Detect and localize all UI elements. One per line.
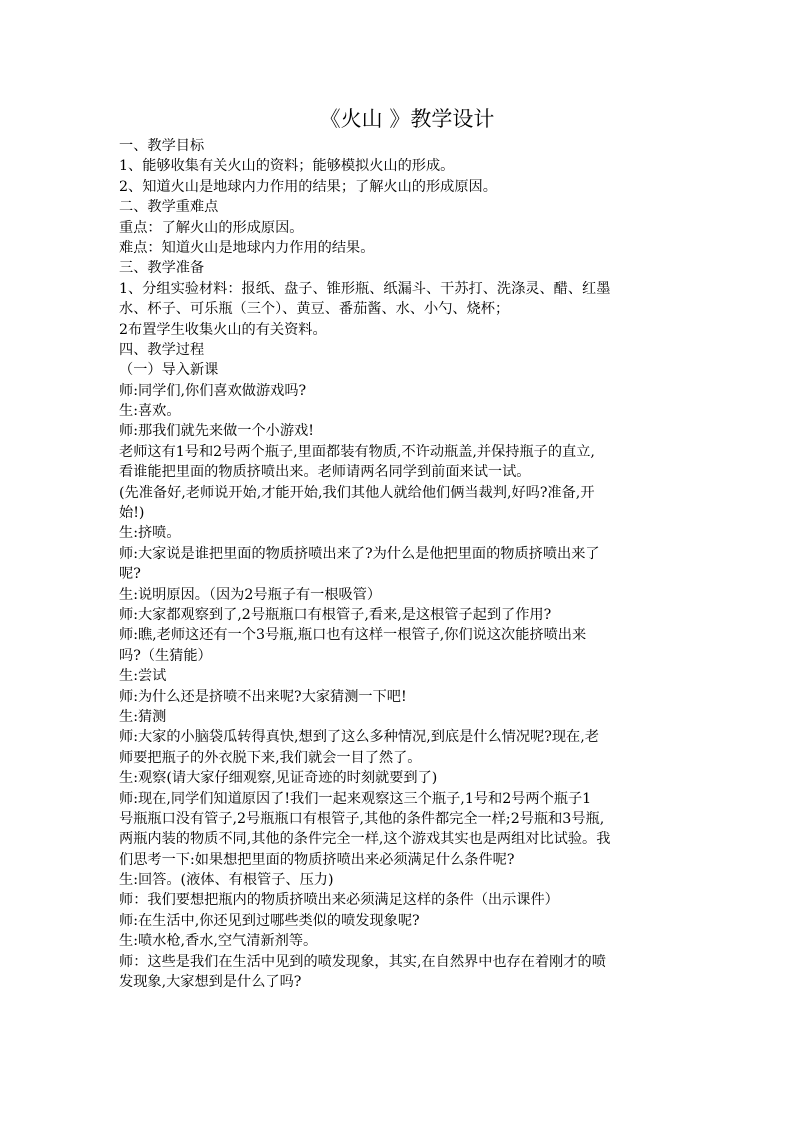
text-line: 师:大家都观察到了,2号瓶瓶口有根管子,看来,是这根管子起到了作用? (119, 606, 552, 623)
text-line: 二、教学重难点 (119, 199, 219, 216)
text-line: 老师这有1号和2号两个瓶子,里面都装有物质,不许动瓶盖,并保持瓶子的直立, (119, 443, 595, 460)
text-line: 师:大家说是谁把里面的物质挤喷出来了?为什么是他把里面的物质挤喷出来了 (119, 545, 600, 562)
text-line: 师要把瓶子的外衣脱下来,我们就会一目了然了。 (119, 749, 422, 766)
text-line: 师:在生活中,你还见到过哪些类似的喷发现象呢? (119, 912, 420, 929)
text-line: 师:瞧,老师这还有一个3号瓶,瓶口也有这样一根管子,你们说这次能挤喷出来 (119, 627, 587, 644)
document-page (119, 104, 681, 992)
text-line: 生:观察(请大家仔细观察,见证奇迹的时刻就要到了) (119, 770, 438, 787)
text-line: 三、教学准备 (119, 260, 205, 277)
text-line: 重点：了解火山的形成原因。 (119, 219, 304, 236)
text-line: 生:回答。(液体、有根管子、压力) (119, 872, 334, 889)
document-title: 《火山 》教学设计 (319, 107, 495, 131)
text-line: 号瓶瓶口没有管子,2号瓶瓶口有根管子,其他的条件都完全一样;2号瓶和3号瓶, (119, 810, 605, 827)
text-line: 师:现在,同学们知道原因了!我们一起来观察这三个瓶子,1号和2号两个瓶子1 (119, 790, 592, 807)
text-line: 呢? (119, 566, 141, 583)
text-line: 师:大家的小脑袋瓜转得真快,想到了这么多种情况,到底是什么情况呢?现在,老 (119, 729, 599, 746)
text-line: (先准备好,老师说开始,才能开始,我们其他人就给他们俩当裁判,好吗?准备,开 (119, 484, 595, 501)
text-line: 2、知道火山是地球内力作用的结果；了解火山的形成原因。 (119, 178, 497, 195)
text-line: 难点：知道火山是地球内力作用的结果。 (119, 239, 375, 256)
text-line: 四、教学过程 (119, 341, 205, 358)
text-line: 师:那我们就先来做一个小游戏! (119, 423, 314, 440)
text-line: 一、教学目标 (119, 138, 205, 154)
text-line: 水、杯子、可乐瓶（三个）、黄豆、番茄酱、水、小勺、烧杯； (119, 301, 510, 318)
text-line: （一）导入新课 (119, 362, 219, 379)
text-line: 师:同学们,你们喜欢做游戏吗? (119, 382, 307, 399)
text-line: 吗?（生猜能） (119, 647, 212, 664)
text-line: 们思考一下:如果想把里面的物质挤喷出来必须满足什么条件呢? (119, 851, 515, 868)
text-line: 看谁能把里面的物质挤喷出来。老师请两名同学到前面来试一试。 (119, 464, 531, 481)
text-line: 发现象,大家想到是什么了吗? (119, 974, 302, 991)
text-line: 生:尝试 (119, 668, 167, 685)
document-body (119, 136, 681, 992)
text-line: 师：这些是我们在生活中见到的喷发现象，其实,在自然界中也存在着刚才的喷 (119, 953, 606, 970)
text-line: 两瓶内装的物质不同,其他的条件完全一样,这个游戏其实也是两组对比试验。我 (119, 831, 611, 848)
text-line: 生:说明原因。（因为2号瓶子有一根吸管） (119, 586, 382, 603)
text-line: 生:猜测 (119, 708, 167, 725)
text-line: 生:喷水枪,香水,空气清新剂等。 (119, 933, 318, 950)
text-line: 始!) (119, 505, 145, 522)
text-line: 1、分组实验材料：报纸、盘子、锥形瓶、纸漏斗、干苏打、洗涤灵、醋、红墨 (119, 280, 611, 297)
text-line: 师：我们要想把瓶内的物质挤喷出来必须满足这样的条件（出示课件） (119, 892, 559, 909)
text-line: 生:喜欢。 (119, 403, 181, 420)
text-line: 1、能够收集有关火山的资料；能够模拟火山的形成。 (119, 158, 455, 175)
text-line: 师:为什么还是挤喷不出来呢?大家猜测一下吧! (119, 688, 407, 705)
text-line: 生:挤喷。 (119, 525, 181, 542)
text-line: 2布置学生收集火山的有关资料。 (119, 321, 327, 338)
